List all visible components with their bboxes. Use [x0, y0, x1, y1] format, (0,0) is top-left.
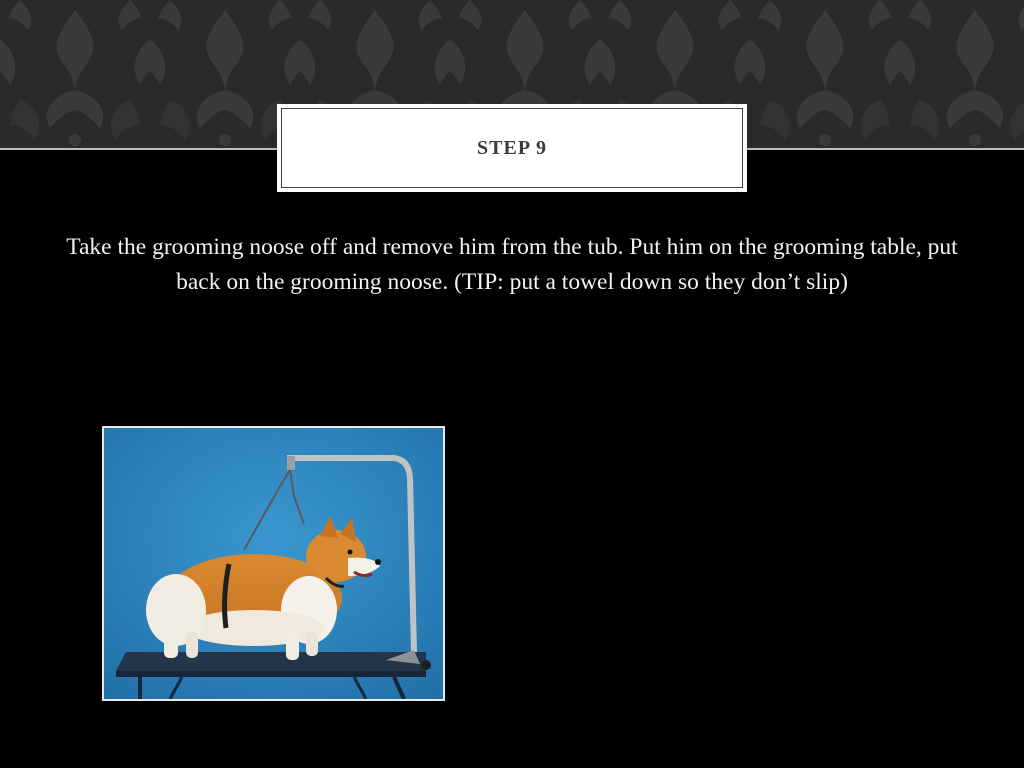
title-box: [277, 104, 747, 192]
slide-body-text: Take the grooming noose off and remove him from the tub. Put him on the grooming table, put back on the grooming noose. (TIP: put a towel down so they don’t slip): [66, 234, 958, 295]
corgi-grooming-photo: [102, 426, 445, 701]
slide-title: STEP 9: [477, 136, 547, 159]
